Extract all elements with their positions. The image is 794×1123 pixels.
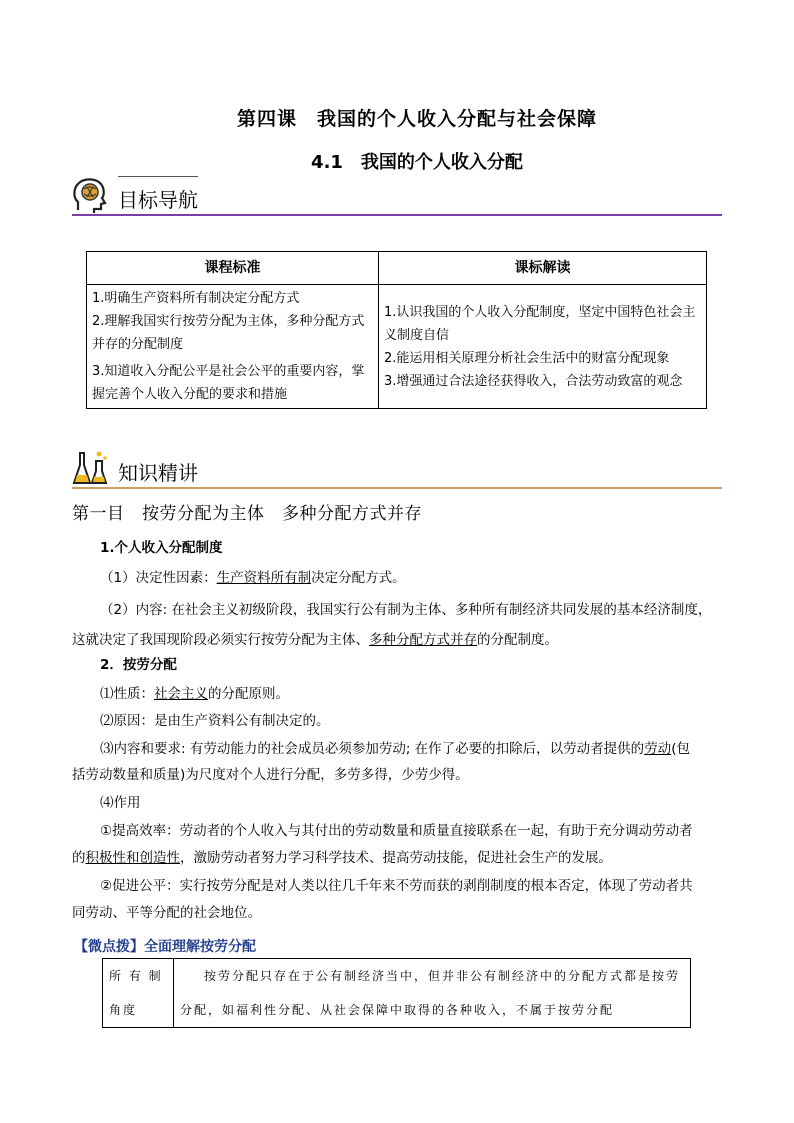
standard-item: 2.理解我国实行按劳分配为主体，多种分配方式并存的分配制度 xyxy=(92,314,365,352)
lesson-title: 第四课 我国的个人收入分配与社会保障 xyxy=(236,108,597,130)
knowledge-section-label: 知识精讲 xyxy=(118,461,198,485)
paragraph-requirements-line1: ⑶内容和要求: 有劳动能力的社会成员必须参加劳动; 在作了必要的扣除后，以劳动者提供的劳动(包 xyxy=(100,741,690,757)
nav-section-rule xyxy=(72,214,722,216)
heading-distribution-by-work: 2．按劳分配 xyxy=(100,657,177,673)
paragraph-content-line2: 这就决定了我国现阶段必须实行按劳分配为主体、多种分配方式并存的分配制度。 xyxy=(72,632,558,648)
paragraph-content-line1: （2）内容: 在社会主义初级阶段，我国实行公有制为主体、多种所有制经济共同发展的基本经济制度， xyxy=(100,602,712,618)
nav-section-header xyxy=(72,176,722,216)
tip-title: 【微点拨】全面理解按劳分配 xyxy=(74,939,256,955)
paragraph-nature: ⑴性质：社会主义的分配原则。 xyxy=(100,686,289,702)
subsection-heading: 第一目 按劳分配为主体 多种分配方式并存 xyxy=(72,504,422,524)
paragraph-role: ⑷作用 xyxy=(100,795,141,811)
heading-income-system: 1.个人收入分配制度 xyxy=(100,540,223,556)
interpretation-item: 3.增强通过合法途径获得收入，合法劳动致富的观念 xyxy=(384,373,683,389)
flask-icon xyxy=(72,449,110,487)
paragraph-fairness-line2: 同劳动、平等分配的社会地位。 xyxy=(72,905,261,921)
brain-head-icon xyxy=(72,176,108,214)
paragraph-reason: ⑵原因：是由生产资料公有制决定的。 xyxy=(100,713,330,729)
paragraph-efficiency-line2: 的积极性和创造性，激励劳动者努力学习科学技术、提高劳动技能，促进社会生产的发展。 xyxy=(72,850,612,866)
paragraph-fairness-line1: ②促进公平：实行按劳分配是对人类以往几千年来不劳而获的剥削制度的根本否定，体现了劳动者共 xyxy=(100,878,693,894)
standard-item: 3.知道收入分配公平是社会公平的重要内容，掌握完善个人收入分配的要求和措施 xyxy=(92,364,365,402)
knowledge-section-rule xyxy=(72,487,722,489)
table-header-interpretation: 课标解读 xyxy=(379,252,707,285)
interpretation-cell xyxy=(379,285,707,409)
tip-table xyxy=(102,958,691,1028)
nav-section-label: 目标导航 xyxy=(118,188,198,212)
table-header-standard: 课程标准 xyxy=(87,252,379,285)
standards-cell xyxy=(87,285,379,409)
knowledge-section-header xyxy=(72,449,722,489)
standards-table xyxy=(86,251,707,409)
section-title: 4.1 我国的个人收入分配 xyxy=(311,152,523,173)
paragraph-efficiency-line1: ①提高效率：劳动者的个人收入与其付出的劳动数量和质量直接联系在一起，有助于充分调动劳动者 xyxy=(100,823,693,839)
standard-item: 1.明确生产资料所有制决定分配方式 xyxy=(92,291,300,306)
decorative-line xyxy=(118,176,198,177)
paragraph-requirements-line2: 括劳动数量和质量)为尺度对个人进行分配，多劳多得，少劳少得。 xyxy=(72,767,469,783)
interpretation-item: 2.能运用相关原理分析社会生活中的财富分配现象 xyxy=(384,350,670,366)
interpretation-item: 1.认识我国的个人收入分配制度，坚定中国特色社会主义制度自信 xyxy=(384,304,696,343)
paragraph-decisive-factor: （1）决定性因素：生产资料所有制决定分配方式。 xyxy=(100,570,406,586)
tip-row-label: 所 有 制 角度 xyxy=(103,959,174,1028)
tip-row-text: 按劳分配只存在于公有制经济当中，但并非公有制经济中的分配方式都是按劳 分配，如福利性分配、从社会保障中取得的各种收入，不属于按劳分配 xyxy=(174,959,691,1028)
